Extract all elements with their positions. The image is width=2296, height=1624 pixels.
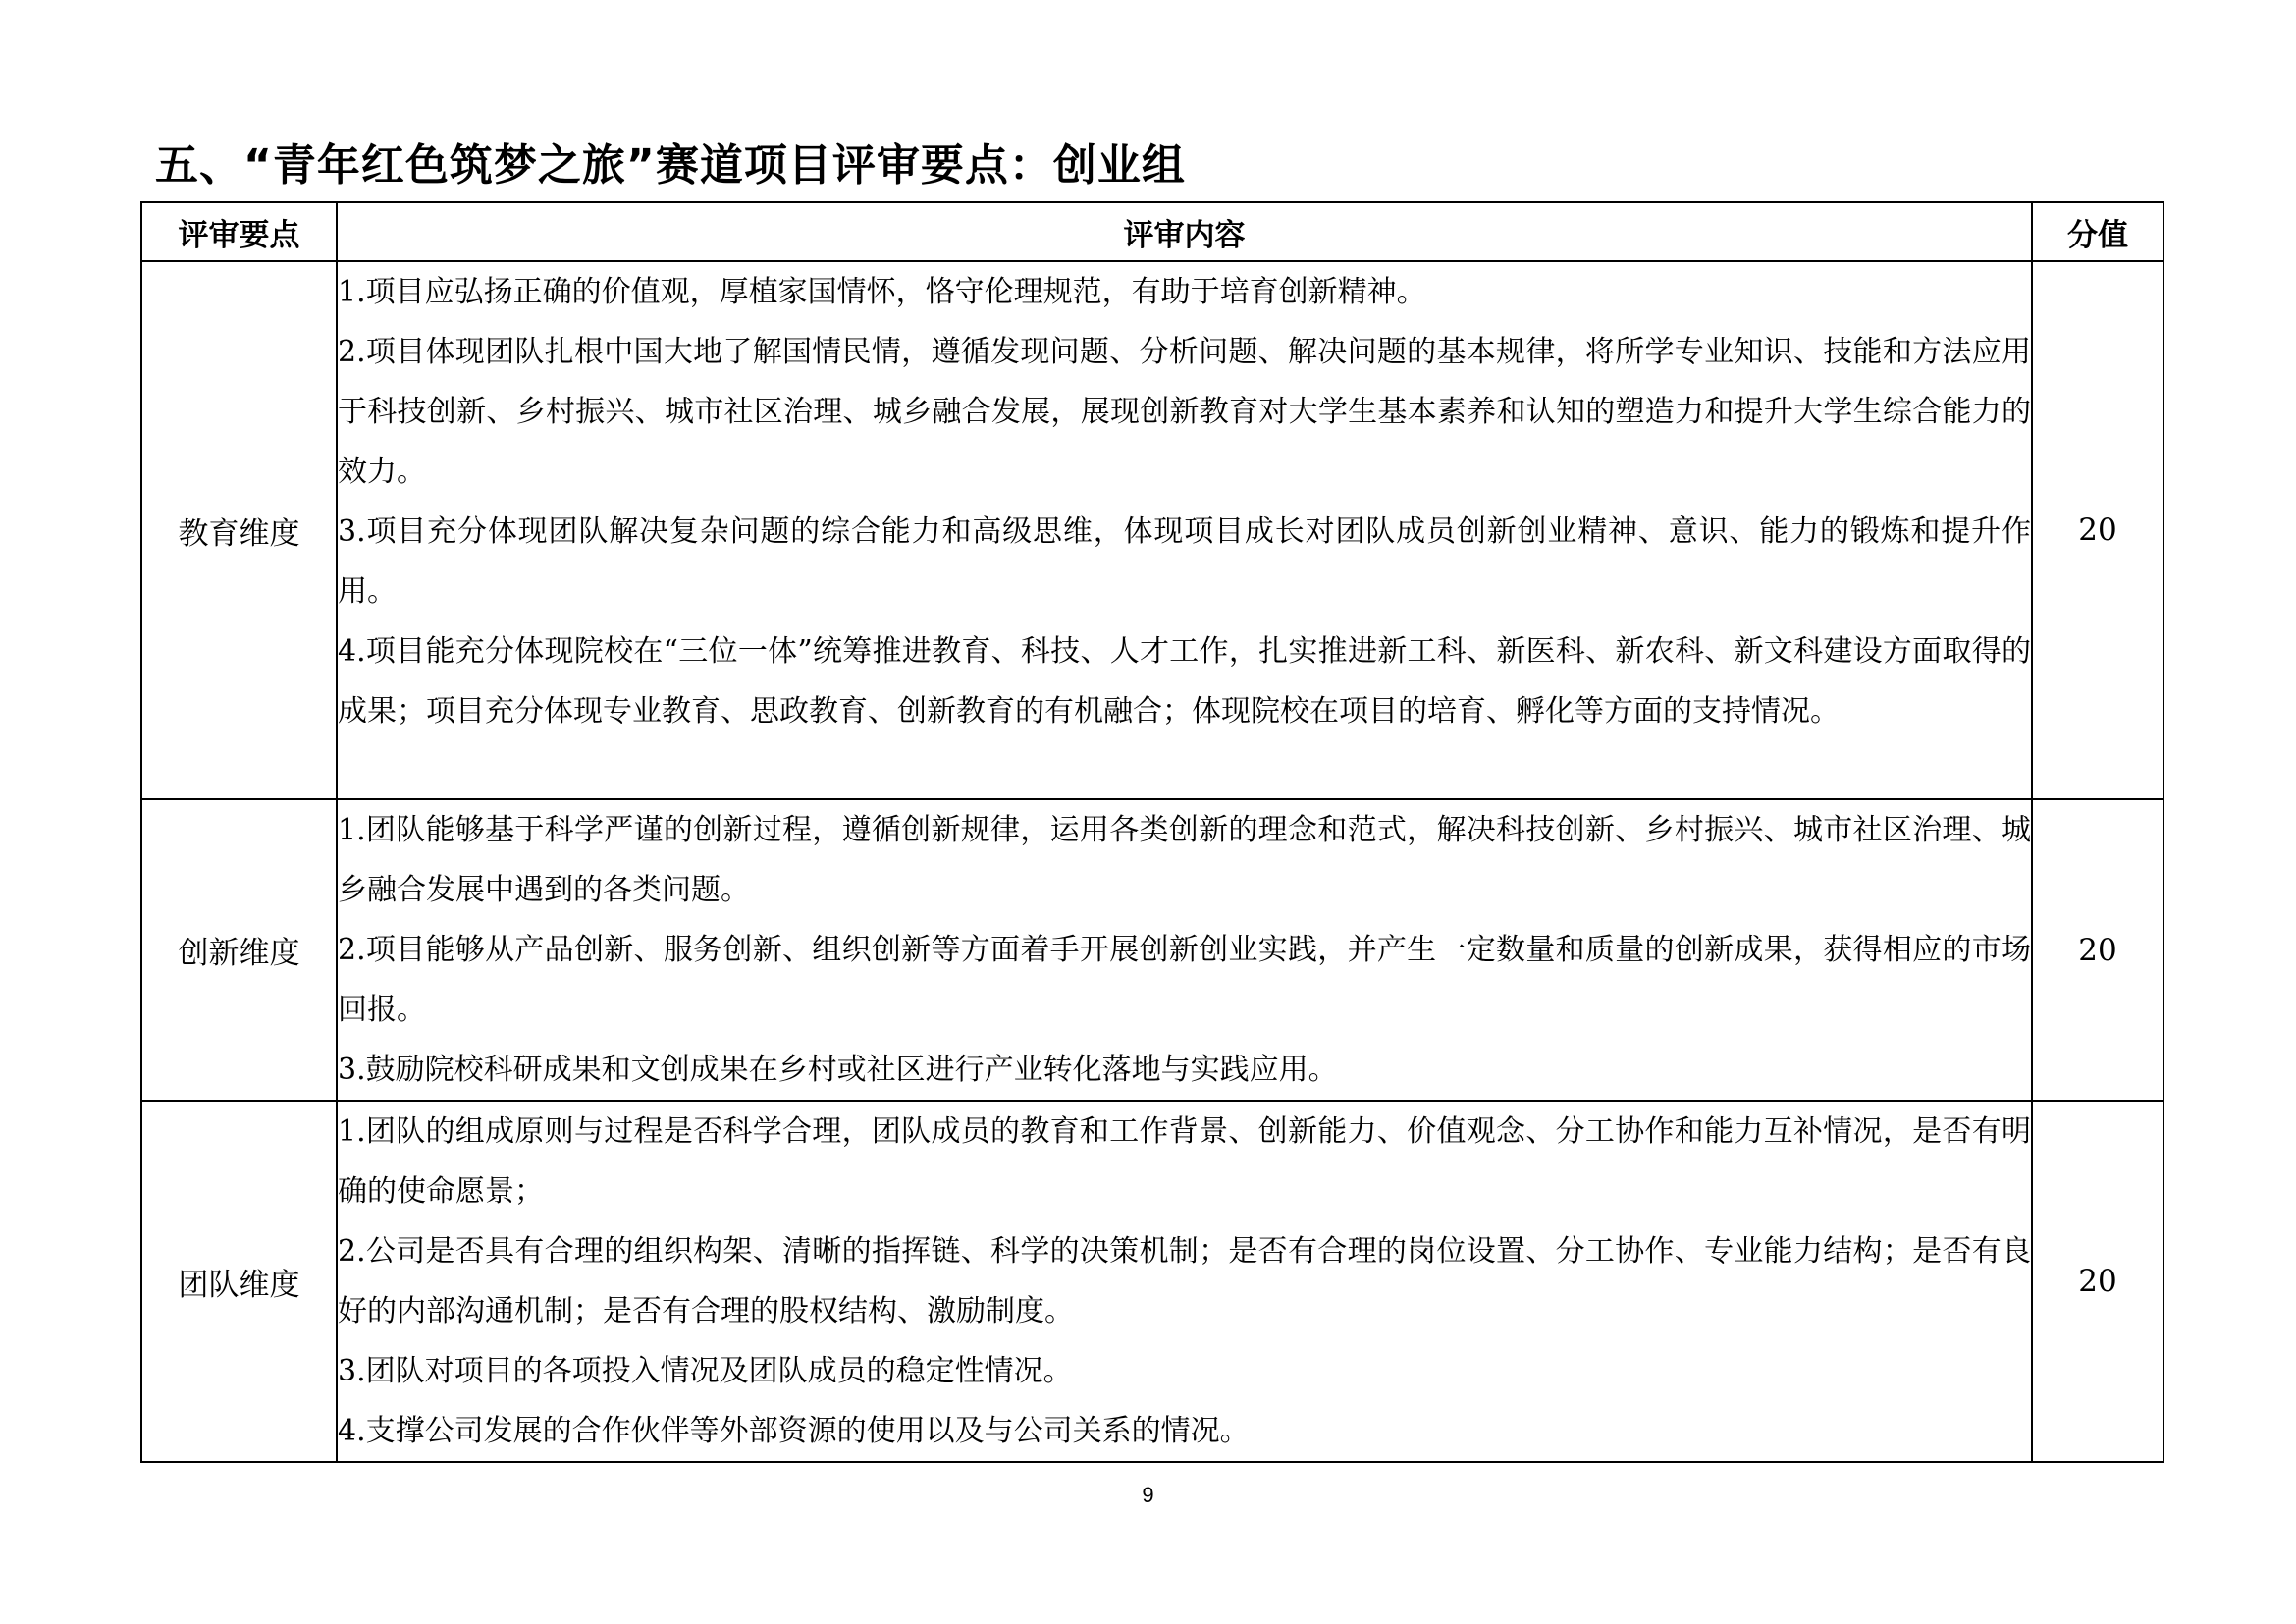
- table-header-row: [141, 202, 2163, 261]
- table-row-education: [141, 261, 2163, 799]
- content-cell-innovation: [337, 799, 2032, 1101]
- page-number: 9: [1142, 1483, 1154, 1507]
- content-cell-team: [337, 1101, 2032, 1462]
- criteria-item: 2.公司是否具有合理的组织构架、清晰的指挥链、科学的决策机制；是否有合理的岗位设置、分工协作、专业能力结构；是否有良好的内部沟通机制；是否有合理的股权结构、激励制度。: [338, 1234, 2031, 1328]
- score-cell-team: 20: [2032, 1101, 2163, 1462]
- criteria-item: 1.团队能够基于科学严谨的创新过程，遵循创新规律，运用各类创新的理念和范式，解决科技创新、乡村振兴、城市社区治理、城乡融合发展中遇到的各类问题。: [338, 813, 2031, 907]
- header-score: 分值: [2032, 202, 2163, 261]
- dimension-cell-team: 团队维度: [141, 1101, 337, 1462]
- table-row-innovation: [141, 799, 2163, 1101]
- criteria-item: 2.项目体现团队扎根中国大地了解国情民情，遵循发现问题、分析问题、解决问题的基本规律，将所学专业知识、技能和方法应用于科技创新、乡村振兴、城市社区治理、城乡融合发展，展现创新教育对大学生基本素养和认知的塑造力和提升大学生综合能力的效力。: [338, 335, 2031, 489]
- criteria-item: 3.鼓励院校科研成果和文创成果在乡村或社区进行产业转化落地与实践应用。: [338, 1053, 1338, 1087]
- criteria-item: 3.项目充分体现团队解决复杂问题的综合能力和高级思维，体现项目成长对团队成员创新创业精神、意识、能力的锻炼和提升作用。: [338, 514, 2031, 609]
- criteria-item: 4.项目能充分体现院校在“三位一体”统筹推进教育、科技、人才工作，扎实推进新工科、新医科、新农科、新文科建设方面取得的成果；项目充分体现专业教育、思政教育、创新教育的有机融合；体现院校在项目的培育、孵化等方面的支持情况。: [338, 634, 2031, 729]
- page-title: 五、“青年红色筑梦之旅”赛道项目评审要点：创业组: [155, 140, 1186, 190]
- header-content: 评审内容: [337, 202, 2032, 261]
- score-cell-education: 20: [2032, 261, 2163, 799]
- review-criteria-table: [140, 201, 2164, 1463]
- table-row-team: [141, 1101, 2163, 1462]
- dimension-cell-innovation: 创新维度: [141, 799, 337, 1101]
- criteria-item: 4.支撑公司发展的合作伙伴等外部资源的使用以及与公司关系的情况。: [338, 1414, 1250, 1448]
- criteria-item: 1.团队的组成原则与过程是否科学合理，团队成员的教育和工作背景、创新能力、价值观念、分工协作和能力互补情况，是否有明确的使命愿景；: [338, 1114, 2031, 1209]
- header-dimension: 评审要点: [141, 202, 337, 261]
- content-cell-education: [337, 261, 2032, 799]
- dimension-cell-education: 教育维度: [141, 261, 337, 799]
- criteria-item: 3.团队对项目的各项投入情况及团队成员的稳定性情况。: [338, 1354, 1073, 1388]
- criteria-item: 2.项目能够从产品创新、服务创新、组织创新等方面着手开展创新创业实践，并产生一定数量和质量的创新成果，获得相应的市场回报。: [338, 933, 2031, 1027]
- score-cell-innovation: 20: [2032, 799, 2163, 1101]
- criteria-item: 1.项目应弘扬正确的价值观，厚植家国情怀，恪守伦理规范，有助于培育创新精神。: [338, 275, 1426, 309]
